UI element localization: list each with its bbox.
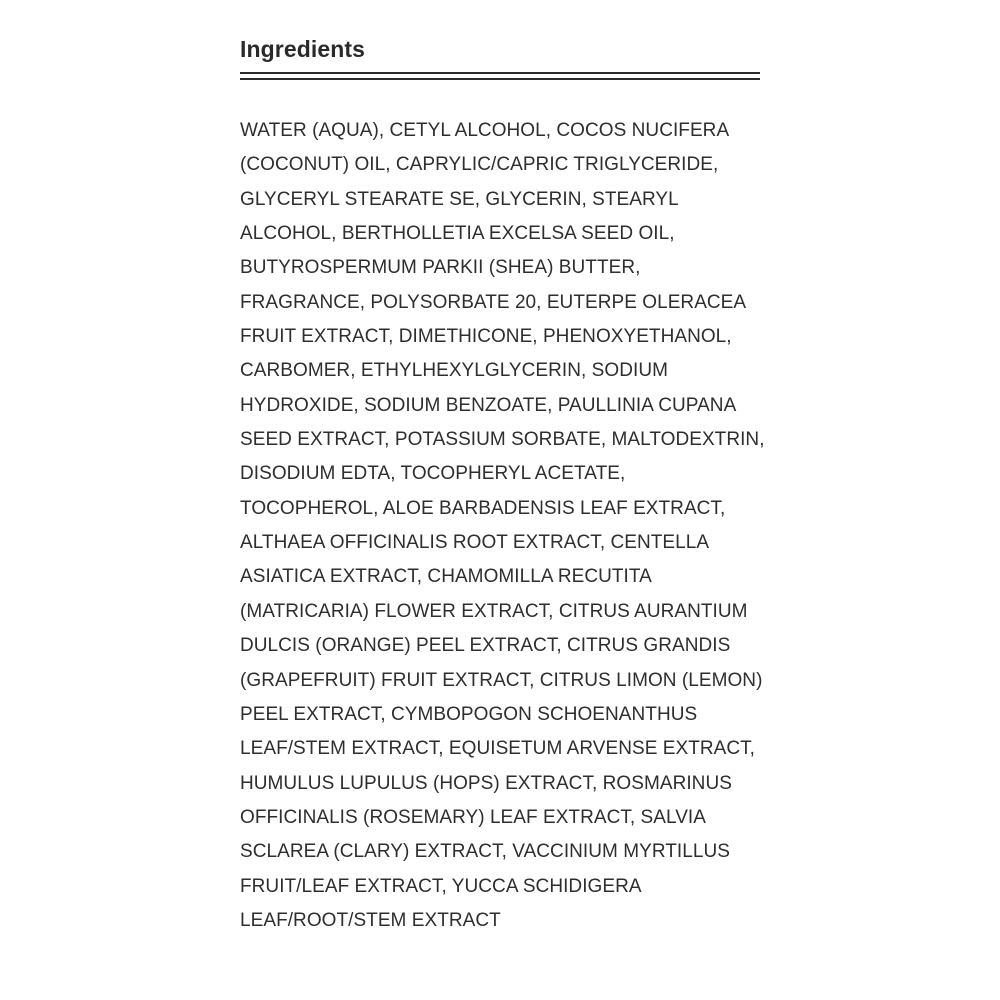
ingredients-line: TOCOPHEROL, ALOE BARBADENSIS LEAF EXTRACT,: [240, 497, 726, 519]
ingredients-line: SEED EXTRACT, POTASSIUM SORBATE, MALTODEXTRIN,: [240, 429, 765, 451]
ingredients-line: (COCONUT) OIL, CAPRYLIC/CAPRIC TRIGLYCERIDE,: [240, 154, 719, 176]
ingredients-line: FRUIT EXTRACT, DIMETHICONE, PHENOXYETHANOL,: [240, 326, 732, 348]
ingredients-line: DULCIS (ORANGE) PEEL EXTRACT, CITRUS GRANDIS: [240, 635, 731, 657]
ingredients-line: HYDROXIDE, SODIUM BENZOATE, PAULLINIA CUPANA: [240, 394, 737, 416]
ingredients-line: HUMULUS LUPULUS (HOPS) EXTRACT, ROSMARINUS: [240, 772, 732, 794]
ingredients-line: BUTYROSPERMUM PARKII (SHEA) BUTTER,: [240, 257, 641, 279]
ingredients-line: LEAF/ROOT/STEM EXTRACT: [240, 909, 501, 931]
ingredients-line: (GRAPEFRUIT) FRUIT EXTRACT, CITRUS LIMON (LEMON): [240, 669, 763, 691]
ingredients-line: WATER (AQUA), CETYL ALCOHOL, COCOS NUCIFERA: [240, 120, 730, 141]
ingredients-line: FRUIT/LEAF EXTRACT, YUCCA SCHIDIGERA: [240, 875, 642, 897]
ingredients-line: ALCOHOL, BERTHOLLETIA EXCELSA SEED OIL,: [240, 223, 675, 245]
ingredients-line: SCLAREA (CLARY) EXTRACT, VACCINIUM MYRTILLUS: [240, 841, 730, 863]
title-divider-bottom: [240, 78, 760, 80]
section-title: Ingredients: [240, 36, 366, 62]
ingredients-line: OFFICINALIS (ROSEMARY) LEAF EXTRACT, SALVIA: [240, 806, 706, 828]
ingredients-header: [240, 32, 760, 80]
ingredients-line: CARBOMER, ETHYLHEXYLGLYCERIN, SODIUM: [240, 360, 668, 382]
ingredients-line: GLYCERYL STEARATE SE, GLYCERIN, STEARYL: [240, 188, 679, 210]
ingredients-line: FRAGRANCE, POLYSORBATE 20, EUTERPE OLERACEA: [240, 291, 747, 313]
ingredients-line: (MATRICARIA) FLOWER EXTRACT, CITRUS AURANTIUM: [240, 600, 748, 622]
ingredients-line: DISODIUM EDTA, TOCOPHERYL ACETATE,: [240, 463, 626, 485]
ingredients-line: LEAF/STEM EXTRACT, EQUISETUM ARVENSE EXTRACT,: [240, 738, 755, 760]
ingredients-list: [240, 114, 770, 938]
ingredients-line: ALTHAEA OFFICINALIS ROOT EXTRACT, CENTELLA: [240, 532, 710, 554]
ingredients-line: ASIATICA EXTRACT, CHAMOMILLA RECUTITA: [240, 566, 652, 588]
title-divider-top: [240, 72, 760, 74]
ingredients-line: PEEL EXTRACT, CYMBOPOGON SCHOENANTHUS: [240, 703, 698, 725]
